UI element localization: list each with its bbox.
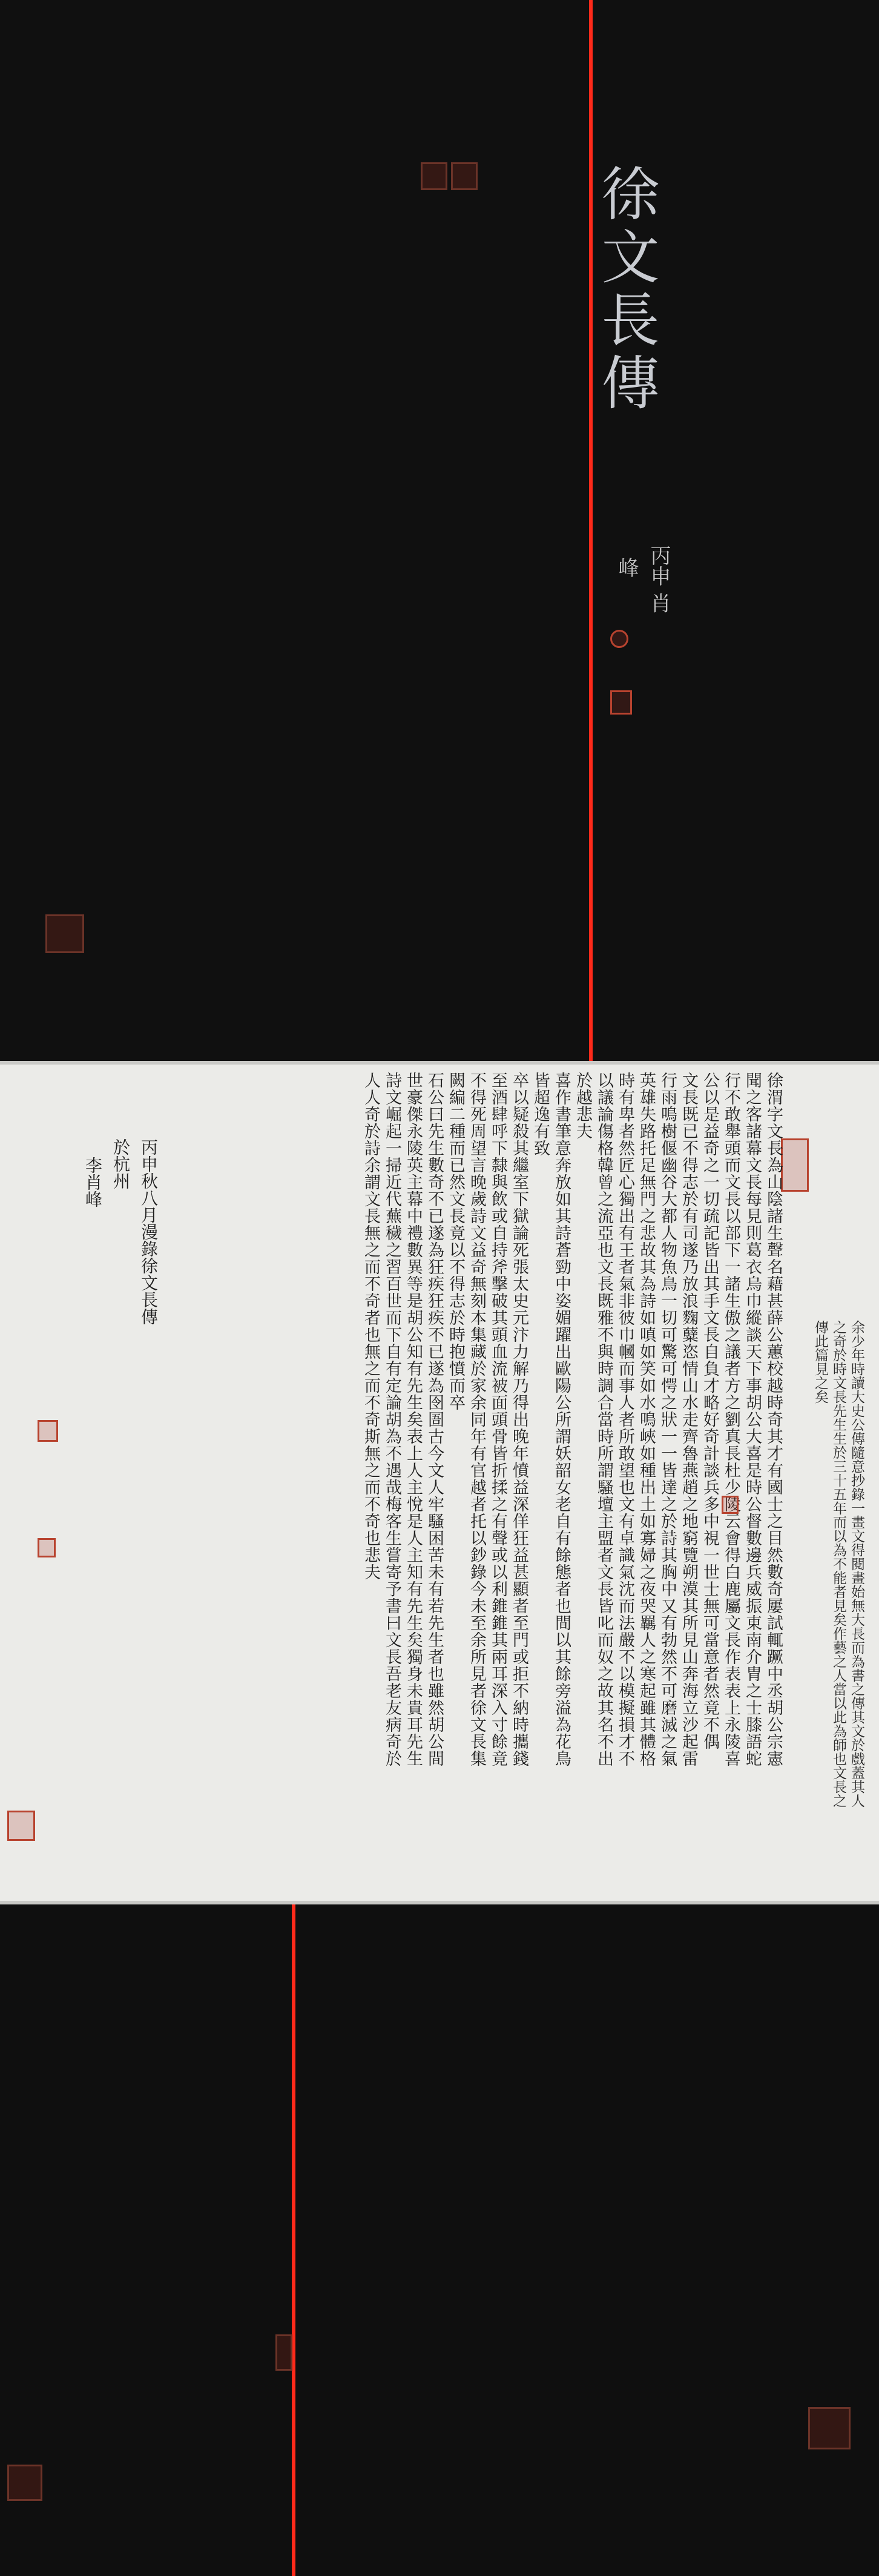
- colophon-line: 於杭州: [111, 1138, 131, 1189]
- scroll-title: 徐文長傳: [592, 163, 660, 415]
- top-seal-small-2: [451, 162, 478, 190]
- note-seal: [722, 1496, 739, 1514]
- main-text-paragraph: 徐渭字文長為山陰諸生聲名藉甚薛公蕙校越時奇其才有國士之目然數奇屢試輒蹶中丞胡公宗憲聞之客諸幕文長每見則葛衣烏巾縱談天下事胡公大喜是時公督數邊兵威振東南介胄之士膝語蛇行不敢舉頭而文長以部下一諸生傲之議者方之劉真長杜少陵云會得白鹿屬文長作表表上永陵喜公以是益奇之一切疏記皆出其手文長自負才略好奇計談兵多中視一世士無可當意者然竟不偶: [700, 1072, 783, 1767]
- main-text-paragraph: 石公曰先生數奇不已遂為狂疾狂疾不已遂為囹圄古今文人牢騷困苦未有若先生者也雖然胡公間世豪傑永陵英主幕中禮數異等是胡公知有先生矣表上人主悅是人主知有先生矣獨身未貴耳先生詩文崛起一掃近代蕪穢之習百世而下自有定論胡為不遇哉梅客生嘗寄予書曰文長吾老友病奇於人人奇於詩余謂文長無之而不奇者也無之而不奇斯無之而不奇也悲夫: [361, 1072, 444, 1767]
- note-text: 余少年時讀大史公傳隨意抄錄一畫文得閱畫始無大長而為書之傳其文於戲蓋其人之奇於時文長先生生於三十五年而以為不能者見矣作藝之人當以此為師也文長之傳此篇見之矣: [812, 1320, 864, 1808]
- main-text-paragraph: 喜作書筆意奔放如其詩蒼勁中姿媚躍出歐陽公所謂妖韶女老自有餘態者也間以其餘旁溢為花鳥皆超逸有致: [531, 1072, 571, 1767]
- red-divider-line-bottom: [292, 1904, 295, 2576]
- bottom-seal-center: [275, 2334, 292, 2371]
- main-calligraphy-text: [118, 1072, 784, 1780]
- bottom-seal-left: [7, 2465, 42, 2501]
- title-signature-name: 峰: [614, 557, 639, 578]
- bottom-dark-panel: [0, 1904, 879, 2576]
- colophon-line: 丙申秋八月漫錄徐文長傳: [139, 1138, 159, 1325]
- main-text-paragraph: 卒以疑殺其繼室下獄論死張太史元汴力解乃得出晚年憤益深佯狂益甚顯者至門或拒不納時攜錢至酒肆呼下隸與飲或自持斧擊破其頭血流被面頭骨皆折揉之有聲或以利錐錐其兩耳深入寸餘竟不得死周望言晚歲詩文益奇無刻本集藏於家余同年有官越者托以鈔錄今未至余所見者徐文長集闕編二種而已然文長竟以不得志於時抱憤而卒: [446, 1072, 528, 1767]
- top-seal-small: [421, 162, 447, 190]
- top-left-seal: [45, 914, 84, 953]
- colophon-seal: [38, 1420, 58, 1442]
- colophon: [71, 1138, 162, 1393]
- title-seal-square: [610, 690, 632, 715]
- bottom-seal-right: [808, 2407, 851, 2449]
- main-text-paragraph: 文長既已不得志於有司遂乃放浪麴糵恣情山水走齊魯燕趙之地窮覽朔漠其所見山奔海立沙起雷行雨鳴樹偃幽谷大都人物魚鳥一切可驚可愕之狀一一皆達之於詩其胸中又有勃然不可磨滅之氣英雄失路托足無門之悲故其為詩如嗔如笑如水鳴峽如種出土如寡婦之夜哭羈人之寒起雖其體格時有卑者然匠心獨出有王者氣非彼巾幗而事人者所敢望也文有卓識氣沈而法嚴不以模擬損才不以議論傷格韓曾之流亞也文長既雅不與時調合當時所謂騷壇主盟者文長皆叱而奴之故其名不出於越悲夫: [573, 1072, 698, 1767]
- paper-seal-top-right: [781, 1138, 809, 1192]
- top-dark-panel: [0, 0, 879, 1061]
- paper-seal-bottom-left: [7, 1811, 35, 1841]
- red-divider-line-top: [589, 0, 593, 1061]
- colophon-seal-2: [38, 1538, 56, 1557]
- title-seal-round: [610, 630, 628, 648]
- title-signature-date: 丙申 肖: [647, 545, 671, 613]
- colophon-signature: 李肖峰: [83, 1157, 103, 1207]
